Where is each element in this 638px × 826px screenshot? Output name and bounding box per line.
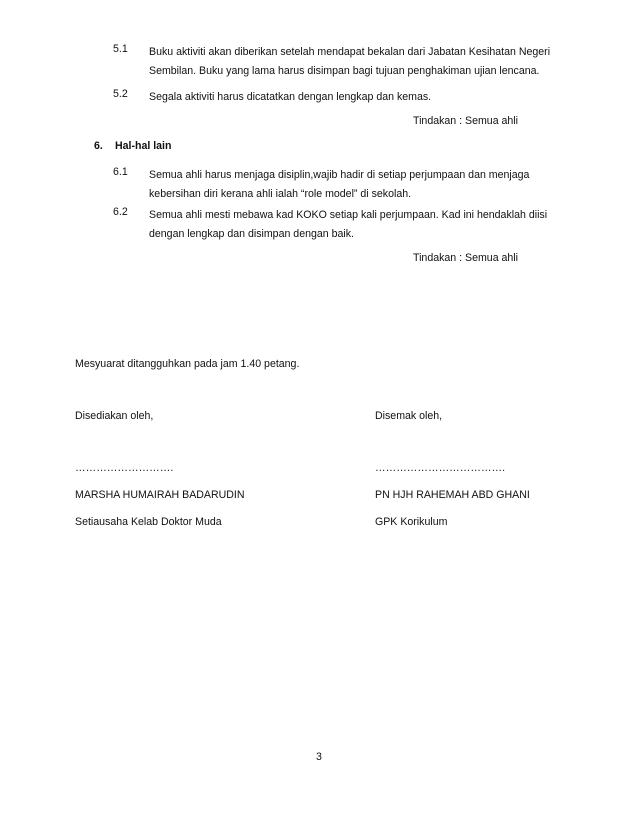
section-heading <box>94 140 171 152</box>
prepared-role: Setiausaha Kelab Doktor Muda <box>75 516 222 528</box>
action-note: Tindakan : Semua ahli <box>413 115 519 127</box>
item-text: Semua ahli harus menjaga disiplin,wajib hadir di setiap perjumpaan dan menjaga kebersihan diri kerana ahli ialah “role model” di sekolah. <box>149 169 530 200</box>
list-item-6-1 <box>113 166 553 206</box>
adjournment-text: Mesyuarat ditangguhkan pada jam 1.40 petang. <box>75 358 300 370</box>
checked-signature-line: ………………………………. <box>375 462 506 474</box>
list-item-6-2 <box>113 206 553 246</box>
checked-name: PN HJH RAHEMAH ABD GHANI <box>375 489 530 501</box>
item-text: Semua ahli mesti mebawa kad KOKO setiap kali perjumpaan. Kad ini hendaklah diisi dengan lengkap dan disimpan dengan baik. <box>149 209 548 240</box>
prepared-by-label: Disediakan oleh, <box>75 410 154 422</box>
list-item-5-1 <box>113 43 553 83</box>
action-note: Tindakan : Semua ahli <box>413 252 519 264</box>
section-title: Hal-hal lain <box>114 140 172 152</box>
section-number: 6. <box>94 140 103 152</box>
item-number: 6.2 <box>113 206 128 218</box>
item-number: 5.1 <box>113 43 128 55</box>
prepared-signature-line: ………………………. <box>75 462 174 474</box>
checked-by-label: Disemak oleh, <box>375 410 443 422</box>
item-number: 5.2 <box>113 88 128 100</box>
checked-role: GPK Korikulum <box>375 516 448 528</box>
item-text: Buku aktiviti akan diberikan setelah mendapat bekalan dari Jabatan Kesihatan Negeri Sembilan. Buku yang lama harus disimpan bagi tujuan penghakiman ujian lencana. <box>149 46 551 77</box>
item-text: Segala aktiviti harus dicatatkan dengan lengkap dan kemas. <box>149 91 432 103</box>
list-item-5-2 <box>113 88 553 108</box>
prepared-name: MARSHA HUMAIRAH BADARUDIN <box>75 489 245 501</box>
item-number: 6.1 <box>113 166 128 178</box>
page-number: 3 <box>316 751 322 763</box>
